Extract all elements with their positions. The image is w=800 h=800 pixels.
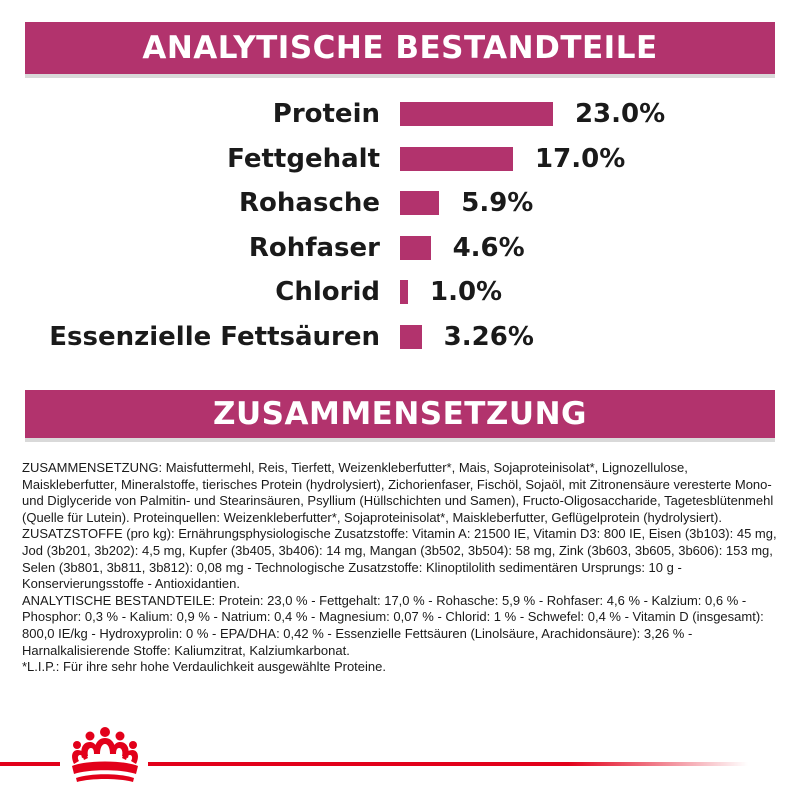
footnote-paragraph: *L.I.P.: Für ihre sehr hohe Verdaulichkeit ausgewählte Proteine. [22, 659, 386, 675]
nutrient-bar [400, 280, 408, 304]
composition-heading: ZUSAMMENSETZUNG [213, 396, 587, 432]
analytical-paragraph: ANALYTISCHE BESTANDTEILE: Protein: 23,0 % - Fettgehalt: 17,0 % - Rohasche: 5,9 % - Rohfaser: 4,6 % - Kalzium: 0,6 % - Phosphor: 0,3 % - Kalium: 0,9 % - Natrium: 0,4 % - Magnesium: 0,07 % - Chlorid: 1 % - Schwefel: 0,4 % - Vitamin D (insgesamt): 800,0 IE/kg - Hydroxyprolin: 0 % - EPA/DHA: 0,42 % - Essenzielle Fettsäuren (Linolsäure, Arachidonsäure): 3,26 % - Harnalkalisierende Stoffe: Kaliumzitrat, Kalziumkarbonat. [22, 592, 764, 658]
nutrient-bar [400, 102, 553, 126]
nutrient-value: 17.0% [535, 143, 626, 174]
footer [0, 718, 800, 800]
nutrient-row [0, 94, 800, 134]
nutrient-row [0, 228, 800, 268]
composition-banner [25, 390, 775, 442]
nutrient-value: 4.6% [452, 232, 525, 263]
analytics-heading: ANALYTISCHE BESTANDTEILE [142, 30, 658, 66]
royal-canin-crown-icon [64, 724, 146, 790]
nutrient-bar [400, 147, 513, 171]
nutrient-row [0, 183, 800, 223]
footer-line-left [0, 762, 60, 766]
additives-paragraph: ZUSATZSTOFFE (pro kg): Ernährungsphysiologische Zusatzstoffe: Vitamin A: 21500 IE, Vitamin D3: 800 IE, Eisen (3b103): 45 mg, Jod (3b201, 3b202): 4,5 mg, Kupfer (3b405, 3b406): 14 mg, Mangan (3b502, 3b504): 58 mg, Zink (3b603, 3b605, 3b606): 153 mg, Selen (3b801, 3b811, 3b812): 0,08 mg - Technologische Zusatzstoffe: Klinoptilolith sedimentären Ursprungs: 10 g - Konservierungsstoffe - Antioxidantien. [22, 526, 777, 592]
nutrient-bar [400, 191, 439, 215]
nutrient-value: 5.9% [461, 188, 534, 218]
nutrient-label: Protein [272, 99, 380, 129]
analytics-banner [25, 22, 775, 78]
nutrient-row [0, 317, 800, 357]
ingredients-paragraph: ZUSAMMENSETZUNG: Maisfuttermehl, Reis, Tierfett, Weizenkleberfutter*, Mais, Sojaproteinisolat*, Lignozellulose, Maiskleberfutter, Mineralstoffe, tierisches Protein (hydrolysiert), Zichorienfaser, Fischöl, Sojaöl, mit Zitronensäure veresterte Mono- und Diglyceride von Palmitin- und Stearinsäuren, Psyllium (Hüllschichten und Samen), Fructo-Oligosaccharide, Tagetesblütenmehl (Quelle für Lutein). Proteinquellen: Weizenkleberfutter*, Sojaproteinisolat*, Maiskleberfutter, Geflügelprotein (hydrolysiert). [22, 460, 774, 525]
footer-line-right [148, 762, 748, 766]
nutrient-row [0, 139, 800, 179]
nutrient-bar [400, 236, 431, 260]
nutrient-value: 1.0% [430, 277, 503, 307]
composition-text [22, 460, 782, 676]
nutrient-value: 3.26% [443, 321, 534, 352]
nutrient-value: 23.0% [574, 99, 666, 129]
nutrient-label: Chlorid [275, 277, 380, 307]
nutrient-label: Essenzielle Fettsäuren [49, 321, 380, 352]
nutrient-row [0, 272, 800, 312]
nutrient-label: Rohasche [239, 188, 380, 218]
nutrient-label: Fettgehalt [227, 143, 380, 174]
nutrient-bar [400, 325, 422, 349]
nutrient-label: Rohfaser [248, 232, 380, 263]
nutrient-bar-chart [0, 94, 800, 364]
